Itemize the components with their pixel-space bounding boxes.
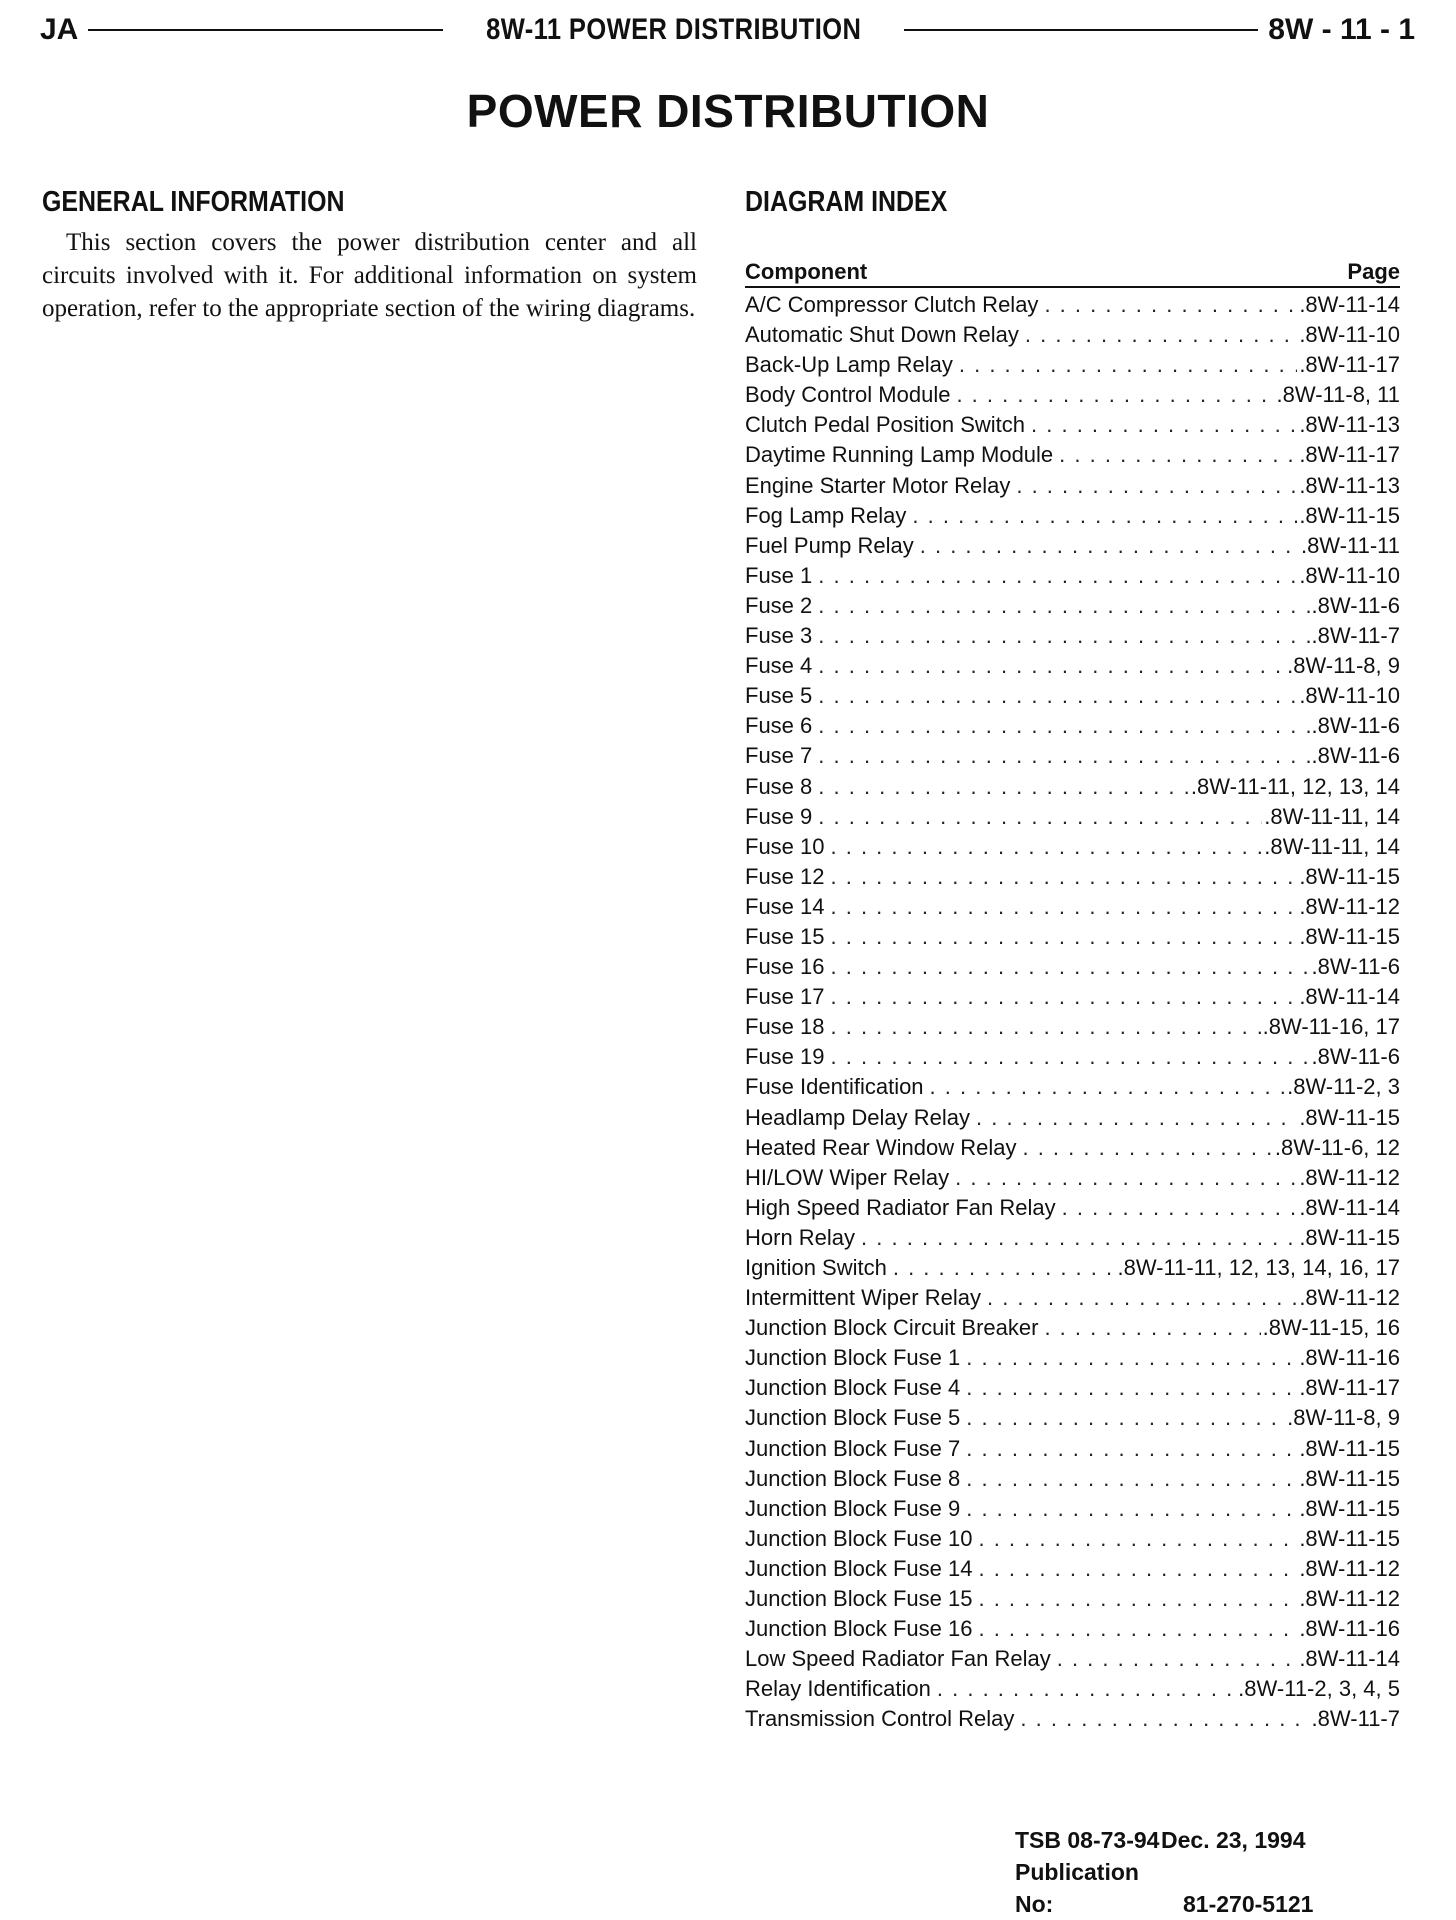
index-component: Junction Block Fuse 9 (745, 1495, 961, 1521)
index-row (745, 1704, 1400, 1734)
index-row (745, 1012, 1400, 1042)
index-component: Fuse 7 (745, 743, 813, 769)
leader-dots (818, 741, 1309, 771)
leader-dots (831, 1042, 1310, 1072)
index-page-ref: .8W-11-16 (1299, 1345, 1400, 1371)
index-row (745, 621, 1400, 651)
leader-dots (1016, 471, 1297, 501)
index-row (745, 591, 1400, 621)
leader-dots (818, 711, 1309, 741)
header-rule-right (904, 29, 1258, 31)
footer (1015, 1824, 1313, 1920)
index-page-ref: .8W-11-17 (1299, 442, 1400, 468)
index-component: Relay Identification (745, 1676, 931, 1702)
index-component: Fuse 1 (745, 562, 813, 588)
leader-dots (818, 561, 1297, 591)
index-component: Daytime Running Lamp Module (745, 442, 1054, 468)
leader-dots (978, 1554, 1297, 1584)
index-row (745, 380, 1400, 410)
footer-date: Dec. 23, 1994 (1161, 1827, 1306, 1853)
index-row (745, 922, 1400, 952)
index-component: Junction Block Fuse 8 (745, 1465, 961, 1491)
index-row (745, 410, 1400, 440)
index-component: Junction Block Circuit Breaker (745, 1315, 1039, 1341)
general-info-paragraph: This section covers the power distribution center and all circuits involved with it. For additional information on system operation, refer to the appropriate section of the wiring diagrams. (42, 229, 697, 322)
leader-dots (893, 1253, 1116, 1283)
index-page-ref: .8W-11-12 (1299, 893, 1400, 919)
index-component: Body Control Module (745, 382, 951, 408)
index-page-ref: .8W-11-2, 3 (1287, 1074, 1400, 1100)
leader-dots (1020, 1704, 1309, 1734)
leader-dots (818, 591, 1309, 621)
index-page-ref: .8W-11-15 (1299, 1465, 1400, 1491)
index-page-ref: .8W-11-7 (1311, 623, 1400, 649)
index-component: Fuse 5 (745, 683, 813, 709)
index-page-ref: .8W-11-15 (1299, 1104, 1400, 1130)
index-row (745, 952, 1400, 982)
index-row (745, 832, 1400, 862)
index-row (745, 1223, 1400, 1253)
leader-dots (1044, 1313, 1260, 1343)
index-row (745, 1584, 1400, 1614)
index-page-ref: .8W-11-6 (1311, 743, 1400, 769)
leader-dots (1031, 410, 1297, 440)
index-row (745, 440, 1400, 470)
index-component: Fuse 4 (745, 653, 813, 679)
index-page-ref: .8W-11-14 (1299, 1194, 1400, 1220)
running-header (40, 10, 1415, 50)
index-page-ref: .8W-11-15 (1299, 1525, 1400, 1551)
index-row (745, 1283, 1400, 1313)
index-page-ref: .8W-11-6 (1311, 954, 1400, 980)
index-page-ref: .8W-11-14 (1299, 984, 1400, 1010)
leader-dots (978, 1584, 1297, 1614)
header-left: JA (40, 13, 79, 46)
index-row (745, 1464, 1400, 1494)
index-row (745, 651, 1400, 681)
index-row (745, 1674, 1400, 1704)
index-page-ref: .8W-11-15 (1299, 863, 1400, 889)
index-page-ref: .8W-11-2, 3, 4, 5 (1238, 1676, 1400, 1702)
index-row (745, 1524, 1400, 1554)
leader-dots (831, 862, 1298, 892)
index-page-ref: .8W-11-12 (1299, 1555, 1400, 1581)
index-component: Engine Starter Motor Relay (745, 472, 1011, 498)
header-rule-left (88, 29, 442, 31)
index-page-ref: .8W-11-6, 12 (1274, 1134, 1400, 1160)
leader-dots (831, 982, 1298, 1012)
index-row (745, 1403, 1400, 1433)
index-page-ref: .8W-11-6 (1311, 713, 1400, 739)
index-page-ref: .8W-11-15 (1299, 502, 1400, 528)
index-row (745, 561, 1400, 591)
index-page-ref: .8W-11-10 (1299, 562, 1400, 588)
index-page-ref: .8W-11-8, 9 (1287, 653, 1400, 679)
index-component: Horn Relay (745, 1224, 856, 1250)
index-component: Fuel Pump Relay (745, 532, 914, 558)
leader-dots (966, 1434, 1297, 1464)
leader-dots (920, 531, 1299, 561)
leader-dots (966, 1403, 1285, 1433)
index-page-ref: .8W-11-13 (1299, 472, 1400, 498)
index-col-page: Page (1347, 259, 1400, 284)
leader-dots (818, 621, 1309, 651)
index-component: Fuse 9 (745, 803, 813, 829)
index-component: High Speed Radiator Fan Relay (745, 1194, 1056, 1220)
index-component: Fuse 10 (745, 833, 825, 859)
index-page-ref: .8W-11-17 (1299, 1375, 1400, 1401)
leader-dots (1044, 290, 1297, 320)
index-row (745, 1494, 1400, 1524)
index-row (745, 892, 1400, 922)
leader-dots (1022, 1133, 1272, 1163)
index-component: Junction Block Fuse 15 (745, 1586, 973, 1612)
leader-dots (966, 1494, 1297, 1524)
header-page-number: 8W - 11 - 1 (1268, 13, 1416, 46)
index-row (745, 350, 1400, 380)
index-component: Fuse 19 (745, 1044, 825, 1070)
index-row (745, 1313, 1400, 1343)
index-component: Low Speed Radiator Fan Relay (745, 1646, 1051, 1672)
index-page-ref: .8W-11-10 (1299, 322, 1400, 348)
index-component: Heated Rear Window Relay (745, 1134, 1017, 1160)
index-component: Intermittent Wiper Relay (745, 1285, 981, 1311)
index-page-ref: .8W-11-11, 12, 13, 14 (1190, 773, 1400, 799)
index-row (745, 1554, 1400, 1584)
leader-dots (966, 1464, 1297, 1494)
index-component: Ignition Switch (745, 1255, 887, 1280)
index-component: Fuse 14 (745, 893, 825, 919)
index-page-ref: .8W-11-17 (1299, 352, 1400, 378)
leader-dots (831, 892, 1298, 922)
index-component: Fuse Identification (745, 1074, 924, 1100)
leader-dots (831, 832, 1263, 862)
index-component: Fuse 2 (745, 592, 813, 618)
index-row (745, 501, 1400, 531)
leader-dots (1025, 320, 1297, 350)
index-component: Fuse 16 (745, 954, 825, 980)
index-component: Junction Block Fuse 16 (745, 1616, 973, 1642)
leader-dots (818, 681, 1297, 711)
index-page-ref: .8W-11-13 (1299, 412, 1400, 438)
index-component: Fuse 18 (745, 1014, 825, 1040)
header-section-title: 8W-11 POWER DISTRIBUTION (485, 13, 861, 46)
leader-dots (966, 1343, 1297, 1373)
index-row (745, 1193, 1400, 1223)
index-component: Back-Up Lamp Relay (745, 352, 953, 378)
leader-dots (831, 952, 1310, 982)
index-row (745, 471, 1400, 501)
leader-dots (955, 1163, 1297, 1193)
index-page-ref: .8W-11-15 (1299, 1495, 1400, 1521)
index-page-ref: .8W-11-12 (1299, 1164, 1400, 1190)
index-page-ref: .8W-11-8, 11 (1276, 382, 1400, 408)
index-component: Clutch Pedal Position Switch (745, 412, 1026, 438)
index-row (745, 1343, 1400, 1373)
leader-dots (912, 501, 1297, 531)
index-page-ref: .8W-11-14 (1299, 292, 1400, 317)
index-component: Junction Block Fuse 7 (745, 1435, 961, 1461)
diagram-index-heading: DIAGRAM INDEX (745, 186, 948, 218)
leader-dots (976, 1103, 1297, 1133)
leader-dots (987, 1283, 1297, 1313)
index-component: A/C Compressor Clutch Relay (745, 292, 1039, 317)
index-component: Automatic Shut Down Relay (745, 322, 1019, 348)
index-page-ref: .8W-11-11, 14 (1264, 803, 1400, 829)
index-component: Fuse 3 (745, 623, 813, 649)
index-row (745, 982, 1400, 1012)
index-row (745, 1434, 1400, 1464)
leader-dots (959, 350, 1297, 380)
leader-dots (818, 772, 1189, 802)
index-component: Junction Block Fuse 14 (745, 1555, 973, 1581)
index-row (745, 1103, 1400, 1133)
index-row (745, 862, 1400, 892)
index-row (745, 1133, 1400, 1163)
index-header-row (745, 258, 1400, 288)
leader-dots (1057, 1644, 1298, 1674)
index-row (745, 711, 1400, 741)
leader-dots (861, 1223, 1297, 1253)
leader-dots (818, 802, 1262, 832)
index-page-ref: .8W-11-11, 12, 13, 14, 16, 17 (1117, 1255, 1400, 1280)
index-page-ref: .8W-11-8, 9 (1287, 1405, 1400, 1431)
index-row (745, 772, 1400, 802)
index-row (745, 1253, 1400, 1283)
leader-dots (1059, 440, 1297, 470)
index-page-ref: .8W-11-14 (1299, 1646, 1400, 1672)
index-row (745, 1614, 1400, 1644)
index-page-ref: .8W-11-6 (1311, 1044, 1400, 1070)
index-page-ref: .8W-11-15 (1299, 923, 1400, 949)
index-page-ref: .8W-11-12 (1299, 1586, 1400, 1612)
index-row (745, 531, 1400, 561)
index-page-ref: .8W-11-16, 17 (1262, 1014, 1400, 1040)
index-component: Fog Lamp Relay (745, 502, 907, 528)
index-page-ref: .8W-11-7 (1311, 1706, 1400, 1732)
index-row (745, 802, 1400, 832)
index-component: Junction Block Fuse 5 (745, 1405, 961, 1431)
leader-dots (818, 651, 1285, 681)
index-component: Junction Block Fuse 10 (745, 1525, 973, 1551)
page-title: POWER DISTRIBUTION (466, 85, 990, 137)
index-row (745, 1163, 1400, 1193)
leader-dots (930, 1072, 1286, 1102)
index-row (745, 1644, 1400, 1674)
index-page-ref: .8W-11-15 (1299, 1435, 1400, 1461)
index-page-ref: .8W-11-6 (1311, 592, 1400, 618)
index-component: Fuse 17 (745, 984, 825, 1010)
index-component: Transmission Control Relay (745, 1706, 1015, 1732)
leader-dots (831, 1012, 1261, 1042)
index-page-ref: .8W-11-15 (1299, 1224, 1400, 1250)
index-row (745, 1373, 1400, 1403)
diagram-index-table (745, 258, 1400, 1735)
general-info-heading: GENERAL INFORMATION (42, 186, 345, 218)
index-row (745, 320, 1400, 350)
general-info-body (42, 226, 697, 325)
index-row (745, 290, 1400, 320)
leader-dots (1062, 1193, 1298, 1223)
leader-dots (978, 1614, 1297, 1644)
index-rows (745, 290, 1400, 1735)
index-page-ref: .8W-11-12 (1299, 1285, 1400, 1311)
index-component: HI/LOW Wiper Relay (745, 1164, 950, 1190)
index-row (745, 1072, 1400, 1102)
leader-dots (966, 1373, 1297, 1403)
leader-dots (956, 380, 1274, 410)
index-row (745, 741, 1400, 771)
leader-dots (831, 922, 1298, 952)
footer-pub-number: 81-270-5121 (1183, 1891, 1314, 1917)
index-page-ref: .8W-11-15, 16 (1262, 1315, 1400, 1341)
index-col-component: Component (745, 259, 868, 284)
index-component: Junction Block Fuse 1 (745, 1345, 961, 1371)
index-component: Fuse 15 (745, 923, 825, 949)
index-row (745, 1042, 1400, 1072)
leader-dots (937, 1674, 1236, 1704)
index-page-ref: .8W-11-11, 14 (1264, 833, 1400, 859)
index-row (745, 681, 1400, 711)
footer-pub-label: Publication No: (1015, 1859, 1139, 1917)
index-component: Headlamp Delay Relay (745, 1104, 970, 1130)
index-component: Fuse 12 (745, 863, 825, 889)
footer-tsb: TSB 08-73-94 (1015, 1827, 1160, 1853)
index-component: Junction Block Fuse 4 (745, 1375, 961, 1401)
leader-dots (978, 1524, 1297, 1554)
index-component: Fuse 8 (745, 773, 813, 799)
index-component: Fuse 6 (745, 713, 813, 739)
index-page-ref: .8W-11-10 (1299, 683, 1400, 709)
index-page-ref: .8W-11-16 (1299, 1616, 1400, 1642)
index-page-ref: .8W-11-11 (1300, 532, 1400, 558)
